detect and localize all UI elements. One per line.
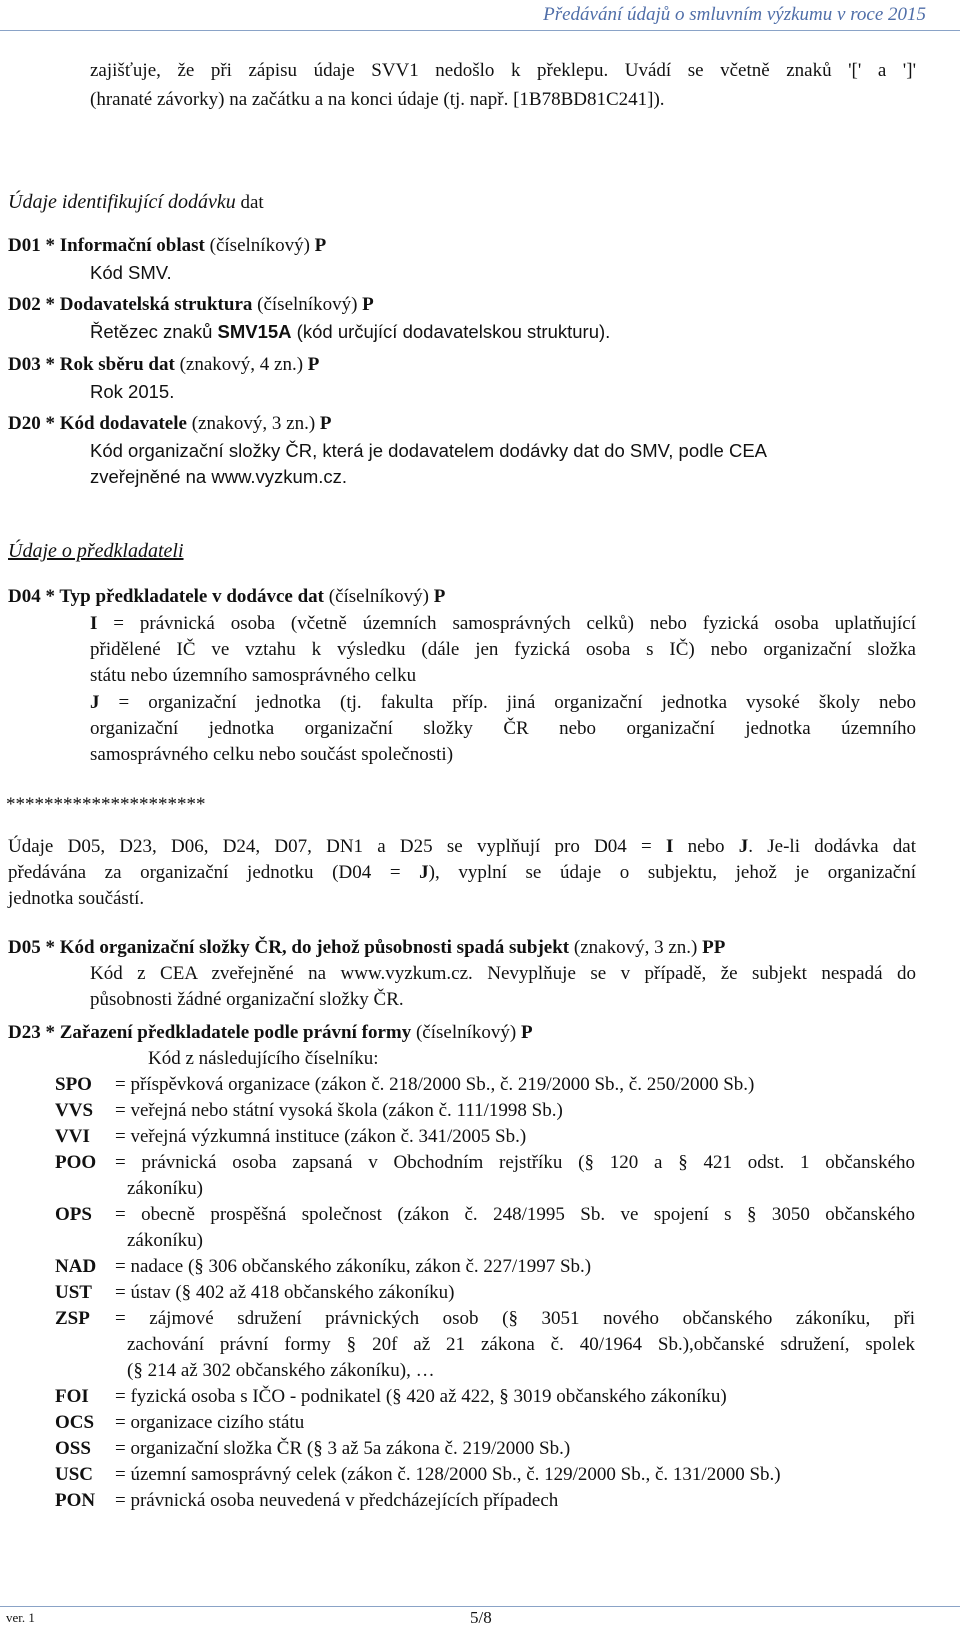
d02-desc: [90, 319, 610, 345]
legal-form-code: OSS: [55, 1438, 91, 1459]
d01-flag: P: [314, 235, 327, 256]
d04-j-line-2: organizační jednotka organizační složky ČR nebo organizační jednotka územního: [90, 718, 916, 739]
d23-intro: Kód z následujícího číselníku:: [148, 1048, 379, 1069]
legal-form-code: UST: [55, 1282, 92, 1303]
d04-field: [8, 584, 445, 610]
legal-form-code-description: = územní samosprávný celek (zákon č. 128/2000 Sb., č. 129/2000 Sb., č. 131/2000 Sb.): [115, 1464, 781, 1485]
legal-form-code-row: [55, 1488, 915, 1514]
intro-line-1: zajišťuje, že při zápisu údaje SVV1 nedošlo k překlepu. Uvádí se včetně znaků '[' a ']': [90, 60, 916, 81]
d04-j-text-1: = organizační jednotka (tj. fakulta příp. jiná organizační jednotka vysoké školy nebo: [99, 692, 916, 713]
d20-flag: P: [319, 413, 332, 434]
d02-type: (číselníkový): [252, 294, 363, 315]
header-rule: [0, 30, 960, 31]
d05-code: D05 *: [8, 937, 60, 958]
legal-form-code: USC: [55, 1464, 94, 1485]
note-line-2: [8, 860, 916, 886]
section-identification-heading-italic: Údaje identifikující dodávku: [8, 191, 236, 213]
d04-code: D04 *: [8, 586, 60, 607]
d04-type: (číselníkový): [324, 586, 434, 607]
stars-separator: *********************: [6, 794, 206, 815]
d23-type: (číselníkový): [411, 1022, 521, 1043]
d02-flag: P: [362, 294, 374, 315]
legal-form-code-row: [55, 1098, 915, 1124]
legal-form-code-row: [55, 1462, 915, 1488]
note-l1-c: nebo: [673, 836, 739, 857]
legal-form-code-description: = fyzická osoba s IČO - podnikatel (§ 420 až 422, § 3019 občanského zákoníku): [115, 1386, 727, 1407]
section-submitter-heading: Údaje o předkladateli: [8, 540, 184, 562]
legal-form-code-description: = veřejná výzkumná instituce (zákon č. 341/2005 Sb.): [115, 1126, 527, 1147]
d04-i-key: I: [90, 613, 98, 634]
d20-type: (znakový, 3 zn.): [186, 413, 320, 434]
legal-form-code-description: = organizační složka ČR (§ 3 až 5a zákona č. 219/2000 Sb.): [115, 1438, 571, 1459]
legal-form-code-description: zachování právní formy § 20f až 21 zákona č. 40/1964 Sb.),občanské sdružení, spolek: [127, 1334, 915, 1355]
d01-desc: Kód SMV.: [90, 262, 172, 283]
legal-form-code-description: = příspěvková organizace (zákon č. 218/2000 Sb., č. 219/2000 Sb., č. 250/2000 Sb.): [115, 1074, 755, 1095]
legal-form-code: FOI: [55, 1386, 89, 1407]
d03-code: D03 *: [8, 354, 60, 375]
legal-form-code-description: zákoníku): [127, 1230, 203, 1251]
d01-code: D01 *: [8, 235, 60, 256]
d04-j-key: J: [90, 692, 100, 713]
d01-field: [8, 233, 326, 259]
d05-type: (znakový, 3 zn.): [569, 937, 703, 958]
d04-i-line-3: státu nebo územního samosprávného celku: [90, 665, 417, 686]
d20-code: D20 *: [8, 413, 60, 434]
d05-name: Kód organizační složky ČR, do jehož působnosti spadá subjekt: [59, 937, 570, 958]
d23-field: [8, 1020, 533, 1046]
d20-field: [8, 411, 332, 437]
legal-form-code-row: [55, 1384, 915, 1410]
d02-desc-pre: Řetězec znaků: [90, 321, 218, 342]
d23-name: Zařazení předkladatele podle právní formy: [59, 1022, 412, 1043]
d03-type: (znakový, 4 zn.): [174, 354, 308, 375]
d03-desc: Rok 2015.: [90, 381, 175, 402]
d04-i-line-1: [90, 611, 916, 637]
legal-form-code-row: [55, 1436, 915, 1462]
intro-line-2: (hranaté závorky) na začátku a na konci údaje (tj. např. [1B78BD81C241]).: [90, 89, 665, 110]
d03-name: Rok sběru dat: [59, 354, 175, 375]
legal-form-code-row: [55, 1280, 915, 1306]
d05-desc-line-2: působnosti žádné organizační složky ČR.: [90, 989, 404, 1010]
legal-form-code: SPO: [55, 1074, 92, 1095]
d02-name: Dodavatelská struktura: [59, 294, 253, 315]
page-header-title: Předávání údajů o smluvním výzkumu v roce 2015: [543, 4, 926, 25]
d04-flag: P: [433, 586, 446, 607]
d04-name: Typ předkladatele v dodávce dat: [59, 586, 324, 607]
legal-form-code: NAD: [55, 1256, 97, 1277]
legal-form-code-row: [55, 1306, 915, 1384]
d04-j-line-3: samosprávného celku nebo součást společnosti): [90, 744, 454, 765]
d04-i-line-2: přidělené IČ ve vztahu k výsledku (dále jen fyzická osoba s IČ) nebo organizační složka: [90, 639, 916, 660]
legal-form-code: OPS: [55, 1204, 92, 1225]
note-l2-a: předávána za organizační jednotku (D04 =: [8, 862, 420, 883]
note-l1-a: Údaje D05, D23, D06, D24, D07, DN1 a D25 se vyplňují pro D04 =: [8, 836, 666, 857]
footer-rule: [0, 1606, 960, 1607]
legal-form-code: VVS: [55, 1100, 94, 1121]
legal-form-code-description: = veřejná nebo státní vysoká škola (zákon č. 111/1998 Sb.): [115, 1100, 563, 1121]
d02-field: [8, 292, 374, 318]
legal-form-code-row: [55, 1202, 915, 1254]
d05-desc-line-1: Kód z CEA zveřejněné na www.vyzkum.cz. Nevyplňuje se v případě, že subjekt nespadá do: [90, 963, 916, 984]
legal-form-code-description: = ústav (§ 402 až 418 občanského zákoníku): [115, 1282, 455, 1303]
d23-code: D23 *: [8, 1022, 60, 1043]
d04-i-text-1: = právnická osoba (včetně územních samosprávných celků) nebo fyzická osoba uplatňující: [97, 613, 916, 634]
legal-form-code-description: zákoníku): [127, 1178, 203, 1199]
footer-version: ver. 1: [6, 1610, 35, 1625]
legal-form-code-description: (§ 214 až 302 občanského zákoníku), …: [127, 1360, 435, 1381]
legal-form-code-description: = právnická osoba neuvedená v předcházejících případech: [115, 1490, 559, 1511]
legal-form-code-row: [55, 1072, 915, 1098]
legal-form-code-description: = obecně prospěšná společnost (zákon č. 248/1995 Sb. ve spojení s § 3050 občanského: [115, 1204, 915, 1225]
d03-field: [8, 352, 319, 378]
legal-form-code-row: [55, 1254, 915, 1280]
legal-form-code-row: [55, 1150, 915, 1202]
note-l2-c: ), vyplní se údaje o subjektu, jehož je organizační: [428, 862, 916, 883]
section-identification-heading: [8, 189, 264, 216]
note-line-3: jednotka součástí.: [8, 888, 145, 909]
note-l1-b: I: [665, 836, 674, 857]
legal-form-code: ZSP: [55, 1308, 90, 1329]
section-identification-heading-rest: dat: [235, 192, 264, 213]
d05-field: [8, 935, 725, 961]
d02-code: D02 *: [8, 294, 60, 315]
legal-form-code-description: = právnická osoba zapsaná v Obchodním rejstříku (§ 120 a § 421 odst. 1 občanského: [115, 1152, 915, 1173]
d03-flag: P: [307, 354, 320, 375]
d01-name: Informační oblast: [59, 235, 205, 256]
footer-page-number: 5/8: [470, 1608, 492, 1627]
d02-desc-post: (kód určující dodavatelskou strukturu).: [291, 321, 611, 342]
legal-form-code-description: = organizace cizího státu: [115, 1412, 305, 1433]
d20-desc-line-2: zveřejněné na www.vyzkum.cz.: [90, 466, 348, 487]
d01-type: (číselníkový): [204, 235, 315, 256]
d05-flag: PP: [702, 937, 726, 958]
note-l1-e: . Je-li dodávka dat: [748, 836, 917, 857]
note-l2-b: J: [419, 862, 429, 883]
d23-flag: P: [520, 1022, 533, 1043]
legal-form-code: VVI: [55, 1126, 90, 1147]
d04-j-line-1: [90, 690, 916, 716]
legal-form-code-row: [55, 1410, 915, 1436]
legal-form-code-description: = nadace (§ 306 občanského zákoníku, zákon č. 227/1997 Sb.): [115, 1256, 592, 1277]
note-l1-d: J: [738, 836, 749, 857]
legal-form-code: PON: [55, 1490, 96, 1511]
legal-form-code-description: = zájmové sdružení právnických osob (§ 3051 nového občanského zákoníku, při: [115, 1308, 915, 1329]
note-line-1: [8, 834, 916, 860]
d02-desc-bold: SMV15A: [217, 321, 292, 342]
d20-desc-line-1: Kód organizační složky ČR, která je dodavatelem dodávky dat do SMV, podle CEA: [90, 440, 767, 461]
d20-name: Kód dodavatele: [59, 413, 187, 434]
legal-form-code-row: [55, 1124, 915, 1150]
legal-form-code: OCS: [55, 1412, 95, 1433]
legal-form-code: POO: [55, 1152, 97, 1173]
